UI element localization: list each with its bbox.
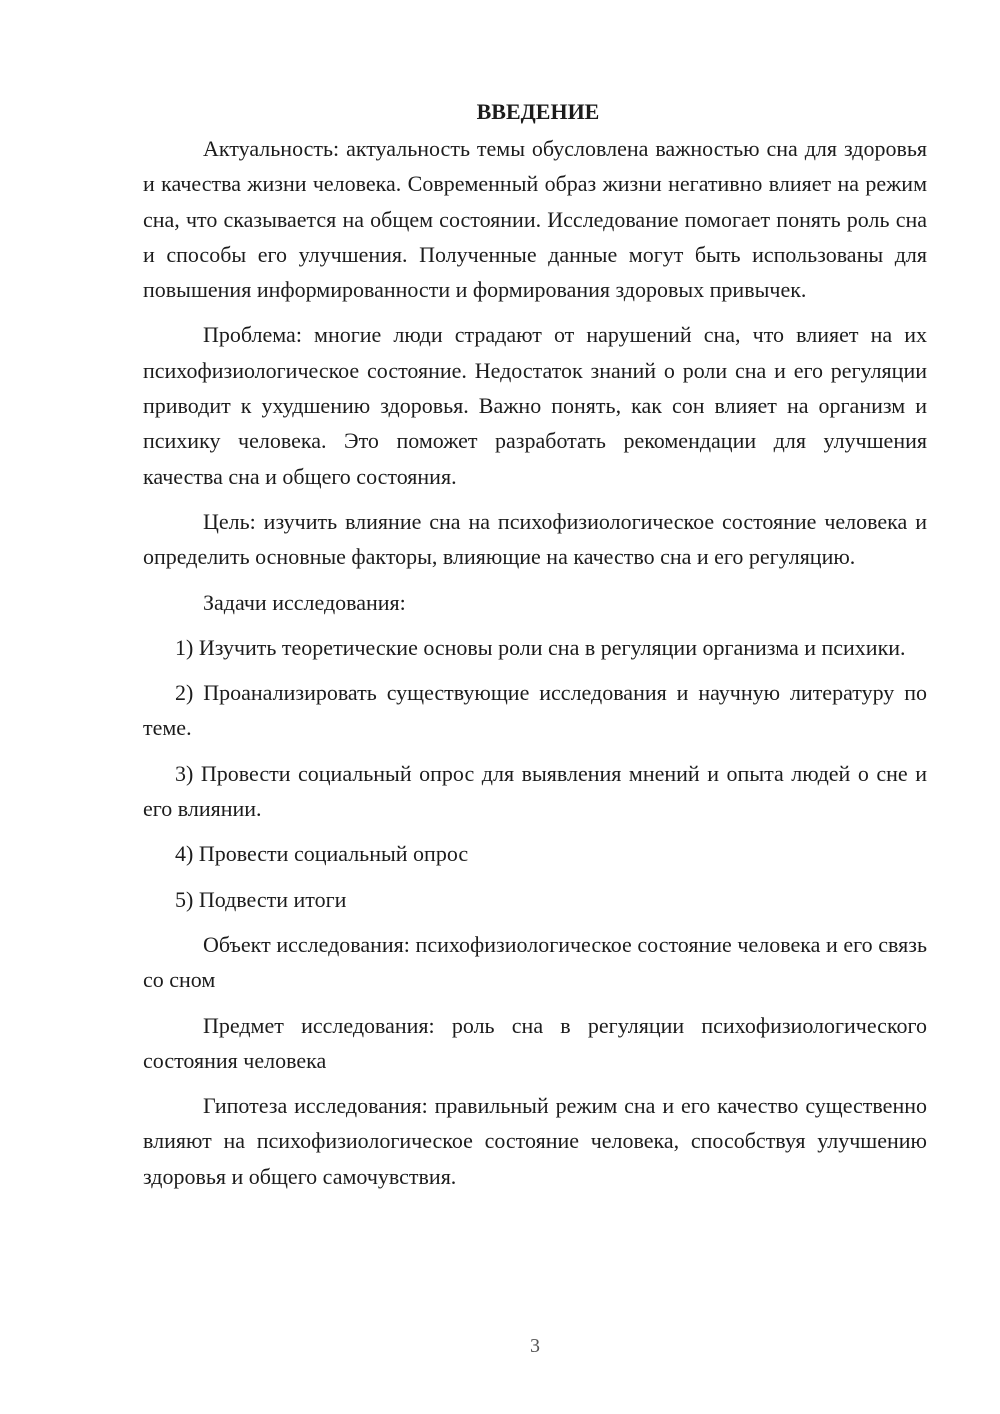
goal-paragraph: Цель: изучить влияние сна на психофизиологическое состояние человека и определить основные факторы, влияющие на качество сна и его регуляцию. bbox=[143, 508, 927, 570]
problem-paragraph: Проблема: многие люди страдают от нарушений сна, что влияет на их психофизиологическое состояние. Недостаток знаний о роли сна и его регуляции приводит к ухудшению здоровья. Важно понять, как сон влияет на организм и психику человека. Это поможет разработать рекомендации для улучшения качества сна и общего состояния. bbox=[143, 322, 927, 489]
task-item-4: 4) Провести социальный опрос bbox=[175, 841, 469, 867]
subject-paragraph: Предмет исследования: роль сна в регуляции психофизиологического состояния человека bbox=[143, 1012, 927, 1073]
task-item-2: 2) Проанализировать существующие исследования и научную литературу по теме. bbox=[143, 680, 927, 741]
relevance-paragraph: Актуальность: актуальность темы обусловлена важностью сна для здоровья и качества жизни человека. Современный образ жизни негативно влияет на режим сна, что сказывается на общем состоянии. Исследование помогает понять роль сна и способы его улучшения. Полученные данные могут быть использованы для повышения информированности и формирования здоровых привычек. bbox=[143, 136, 927, 303]
task-item-3: 3) Провести социальный опрос для выявления мнений и опыта людей о сне и его влиянии. bbox=[143, 760, 927, 822]
object-paragraph: Объект исследования: психофизиологическое состояние человека и его связь со сном bbox=[143, 931, 927, 993]
hypothesis-paragraph: Гипотеза исследования: правильный режим сна и его качество существенно влияют на психофизиологическое состояние человека, способствуя улучшению здоровья и общего самочувствия. bbox=[143, 1093, 927, 1189]
page-content bbox=[143, 94, 927, 1194]
tasks-heading: Задачи исследования: bbox=[203, 589, 406, 615]
task-item-1: 1) Изучить теоретические основы роли сна в регуляции организма и психики. bbox=[175, 634, 906, 660]
page-title: ВВЕДЕНИЕ bbox=[476, 99, 600, 124]
task-item-5: 5) Подвести итоги bbox=[175, 886, 347, 912]
page-number: 3 bbox=[530, 1335, 540, 1357]
